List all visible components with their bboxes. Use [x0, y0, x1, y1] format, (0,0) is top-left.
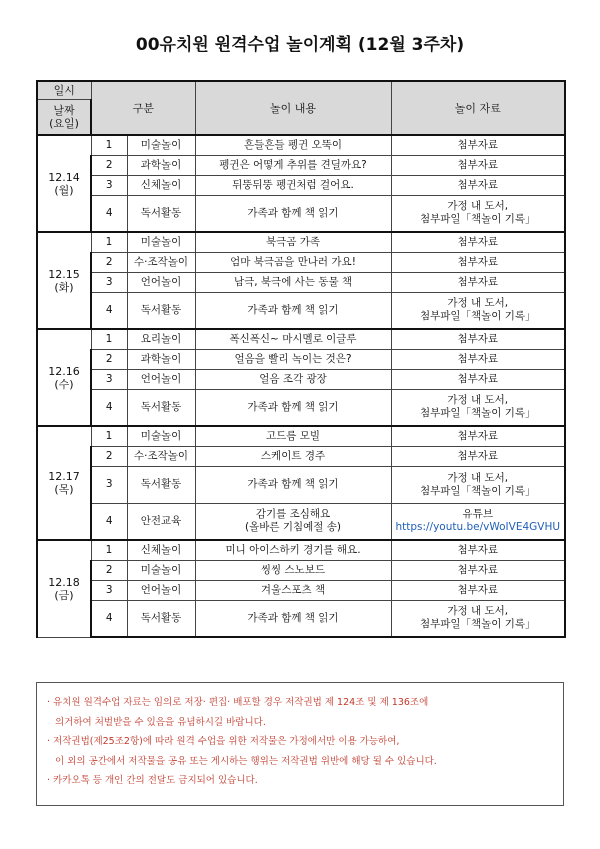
- row-category-text: 미술놀이: [140, 563, 182, 576]
- row-number: [91, 292, 127, 329]
- row-category: [127, 369, 195, 389]
- row-number-text: 4: [105, 400, 113, 413]
- row-content: [195, 272, 391, 292]
- row-number: [91, 560, 127, 580]
- row-material-text: 가정 내 도서,: [447, 605, 509, 618]
- day-date-cell: [37, 426, 91, 540]
- row-material-text-2: 첨부파일「책놀이 기록」: [419, 310, 536, 323]
- row-material-text: 첨부자료: [457, 275, 499, 288]
- header-ilsi: 일시: [37, 81, 91, 99]
- row-content-text: 미니 아이스하키 경기를 해요.: [225, 543, 361, 556]
- row-category-text: 미술놀이: [140, 138, 182, 151]
- row-material: [391, 466, 565, 503]
- row-material-text: 첨부자료: [457, 449, 499, 462]
- row-category-text: 언어놀이: [140, 275, 182, 288]
- day-date: 12.16: [48, 364, 80, 378]
- row-material-text: 가정 내 도서,: [447, 297, 509, 310]
- row-category-text: 미술놀이: [140, 235, 182, 248]
- row-content: [195, 369, 391, 389]
- row-material: [391, 540, 565, 560]
- row-category-text: 안전교육: [140, 514, 182, 527]
- row-category-text: 신체놀이: [140, 543, 182, 556]
- row-material: [391, 369, 565, 389]
- row-number-text: 2: [105, 158, 113, 171]
- row-number-text: 4: [105, 303, 113, 316]
- row-material: [391, 329, 565, 349]
- row-material-text-2: 첨부파일「책놀이 기록」: [419, 484, 536, 497]
- row-material-text: 첨부자료: [457, 429, 499, 442]
- row-number-text: 2: [105, 255, 113, 268]
- row-content: [195, 389, 391, 426]
- row-content-text-2: (올바른 기침예절 송): [245, 521, 342, 534]
- day-date: 12.15: [48, 267, 80, 281]
- row-category: [127, 175, 195, 195]
- row-content: [195, 135, 391, 155]
- row-material-text: 첨부자료: [457, 563, 499, 576]
- row-material: [391, 503, 565, 540]
- row-content: [195, 175, 391, 195]
- row-material: [391, 272, 565, 292]
- row-material-text: 가정 내 도서,: [447, 200, 509, 213]
- day-weekday: (월): [54, 183, 74, 197]
- row-number-text: 1: [105, 543, 113, 556]
- row-category-text: 독서활동: [140, 400, 182, 413]
- row-category: [127, 580, 195, 600]
- row-category-text: 언어놀이: [140, 583, 182, 596]
- row-category: [127, 540, 195, 560]
- row-content-text: 감기를 조심해요: [255, 508, 331, 521]
- row-category-text: 요리놀이: [140, 332, 182, 345]
- row-category-text: 독서활동: [140, 611, 182, 624]
- row-number: [91, 175, 127, 195]
- row-number-text: 1: [105, 235, 113, 248]
- row-number: [91, 272, 127, 292]
- row-number: [91, 135, 127, 155]
- day-date: 12.18: [48, 575, 80, 589]
- row-content-text: 가족과 함께 책 읽기: [247, 206, 339, 219]
- note-line: · 카카오톡 등 개인 간의 전달도 금지되어 있습니다.: [47, 775, 258, 786]
- row-content: [195, 349, 391, 369]
- row-category: [127, 600, 195, 637]
- row-material: [391, 155, 565, 175]
- row-material-text-2: 첨부파일「책놀이 기록」: [419, 618, 536, 631]
- row-number: [91, 155, 127, 175]
- row-content-text: 얼음을 빨리 녹이는 것은?: [234, 352, 352, 365]
- row-content-text: 얼음 조각 광장: [259, 372, 327, 385]
- row-number: [91, 540, 127, 560]
- row-number-text: 4: [105, 514, 113, 527]
- row-number: [91, 252, 127, 272]
- row-category: [127, 135, 195, 155]
- note-line: 의거하여 처벌받을 수 있음을 유념하시길 바랍니다.: [55, 716, 266, 728]
- row-category-text: 수·조작놀이: [133, 255, 189, 268]
- row-category: [127, 252, 195, 272]
- row-material: [391, 446, 565, 466]
- play-plan-table: [36, 80, 566, 638]
- row-material: [391, 252, 565, 272]
- row-material-text: 첨부자료: [457, 178, 499, 191]
- row-content: [195, 426, 391, 446]
- row-number-text: 3: [105, 583, 113, 596]
- row-content-text: 고드름 모빌: [265, 429, 321, 442]
- row-material-text-2: 첨부파일「책놀이 기록」: [419, 213, 536, 226]
- row-material: [391, 349, 565, 369]
- day-date-cell: [37, 329, 91, 426]
- row-content: [195, 232, 391, 252]
- row-material-text-2: 첨부파일「책놀이 기록」: [419, 407, 536, 420]
- header-day-label: (요일): [49, 116, 79, 130]
- row-material-text: 첨부자료: [457, 583, 499, 596]
- row-content: [195, 446, 391, 466]
- row-category-text: 과학놀이: [140, 352, 182, 365]
- page-title: 00유치원 원격수업 놀이계획 (12월 3주차): [135, 35, 465, 55]
- row-category: [127, 272, 195, 292]
- row-content-text: 엄마 북극곰을 만나러 가요!: [230, 255, 356, 268]
- row-number: [91, 503, 127, 540]
- row-number-text: 3: [105, 275, 113, 288]
- row-material: [391, 232, 565, 252]
- row-category: [127, 446, 195, 466]
- youtube-link[interactable]: https://youtu.be/vWoIVE4GVHU: [395, 521, 561, 534]
- copyright-notes: [36, 682, 564, 806]
- row-material-text: 유튜브: [462, 508, 493, 521]
- row-content: [195, 503, 391, 540]
- row-content: [195, 540, 391, 560]
- row-content: [195, 580, 391, 600]
- row-material-text: 첨부자료: [457, 255, 499, 268]
- row-number-text: 2: [105, 449, 113, 462]
- row-category: [127, 195, 195, 232]
- row-category: [127, 389, 195, 426]
- row-content: [195, 155, 391, 175]
- row-number: [91, 580, 127, 600]
- row-material: [391, 195, 565, 232]
- row-material-text: 첨부자료: [457, 352, 499, 365]
- day-date: 12.17: [48, 470, 80, 483]
- row-category-text: 독서활동: [140, 478, 182, 490]
- row-category: [127, 503, 195, 540]
- day-date-cell: [37, 135, 91, 232]
- row-number-text: 1: [105, 429, 113, 442]
- row-number-text: 3: [105, 372, 113, 385]
- header-material: 놀이 자료: [391, 81, 565, 135]
- row-content-text: 가족과 함께 책 읽기: [247, 478, 339, 490]
- row-category-text: 신체놀이: [140, 178, 182, 191]
- row-material-text: 첨부자료: [457, 138, 499, 151]
- row-content: [195, 600, 391, 637]
- row-number-text: 2: [105, 352, 113, 365]
- row-content: [195, 252, 391, 272]
- row-material-text: 첨부자료: [457, 235, 499, 248]
- row-content-text: 흔들흔들 펭귄 오뚝이: [244, 138, 342, 151]
- header-date-label: 날짜: [53, 103, 75, 117]
- row-content-text: 남극, 북극에 사는 동물 책: [233, 275, 353, 288]
- row-number: [91, 329, 127, 349]
- header-date: [37, 99, 91, 135]
- row-content-text: 펭귄은 어떻게 추위를 견딜까요?: [219, 158, 367, 171]
- row-category: [127, 155, 195, 175]
- row-category-text: 언어놀이: [140, 372, 182, 385]
- plan-body: [37, 135, 565, 637]
- row-material-text: 가정 내 도서,: [447, 471, 509, 484]
- header-content: 놀이 내용: [195, 81, 391, 135]
- row-number: [91, 232, 127, 252]
- row-category: [127, 232, 195, 252]
- row-number: [91, 349, 127, 369]
- row-material: [391, 389, 565, 426]
- header-category: 구분: [91, 81, 195, 135]
- note-line: · 저작권법(제25조2항)에 따라 원격 수업을 위한 저작물은 가정에서만 이용 가능하여,: [47, 736, 400, 747]
- day-date-cell: [37, 540, 91, 637]
- row-content-text: 가족과 함께 책 읽기: [247, 400, 339, 413]
- row-number: [91, 426, 127, 446]
- row-content: [195, 292, 391, 329]
- row-category-text: 독서활동: [140, 206, 182, 219]
- day-date: 12.14: [48, 170, 80, 184]
- row-number-text: 4: [105, 611, 113, 624]
- note-line: 이 외의 공간에서 저작물을 공유 또는 게시하는 행위는 저작권법 위반에 해당 될 수 있습니다.: [55, 755, 437, 767]
- row-material-text: 첨부자료: [457, 332, 499, 345]
- row-material: [391, 292, 565, 329]
- row-category: [127, 292, 195, 329]
- row-content-text: 가족과 함께 책 읽기: [247, 303, 339, 316]
- row-number: [91, 389, 127, 426]
- row-number: [91, 369, 127, 389]
- row-content-text: 뒤뚱뒤뚱 펭귄처럼 걸어요.: [232, 178, 354, 191]
- row-number: [91, 466, 127, 503]
- row-content-text: 스케이트 경주: [260, 449, 326, 462]
- row-content-text: 가족과 함께 책 읽기: [247, 611, 339, 624]
- day-weekday: (목): [54, 483, 74, 496]
- row-category-text: 과학놀이: [140, 158, 182, 171]
- row-number-text: 2: [105, 563, 113, 576]
- row-content-text: 겨울스포츠 책: [260, 583, 326, 596]
- row-content: [195, 560, 391, 580]
- row-content: [195, 195, 391, 232]
- row-material: [391, 426, 565, 446]
- row-number-text: 3: [105, 178, 113, 191]
- row-material: [391, 560, 565, 580]
- row-content-text: 북극곰 가족: [265, 235, 321, 248]
- row-number-text: 1: [105, 138, 113, 151]
- day-weekday: (수): [54, 377, 74, 391]
- row-category-text: 미술놀이: [140, 429, 182, 442]
- row-number-text: 1: [105, 332, 113, 345]
- row-material-text: 첨부자료: [457, 372, 499, 385]
- row-material: [391, 175, 565, 195]
- row-content-text: 씽씽 스노보드: [260, 563, 326, 576]
- row-number-text: 4: [105, 206, 113, 219]
- row-category: [127, 426, 195, 446]
- day-weekday: (금): [54, 588, 74, 602]
- row-material: [391, 600, 565, 637]
- row-category-text: 독서활동: [140, 303, 182, 316]
- row-number: [91, 446, 127, 466]
- row-content-text: 폭신폭신~ 마시멜로 이글루: [229, 332, 357, 345]
- row-category: [127, 560, 195, 580]
- day-weekday: (화): [54, 280, 74, 294]
- row-content: [195, 329, 391, 349]
- note-line: · 유치원 원격수업 자료는 임의로 저장· 편집· 배포할 경우 저작권법 제 124조 및 제 136조에: [47, 697, 429, 708]
- row-material: [391, 580, 565, 600]
- row-material-text: 첨부자료: [457, 543, 499, 556]
- day-date-cell: [37, 232, 91, 329]
- row-content: [195, 466, 391, 503]
- row-category: [127, 466, 195, 503]
- row-category: [127, 349, 195, 369]
- row-number: [91, 600, 127, 637]
- row-material-text: 첨부자료: [457, 158, 499, 171]
- row-material: [391, 135, 565, 155]
- row-material-text: 가정 내 도서,: [447, 394, 509, 407]
- row-number: [91, 195, 127, 232]
- row-category-text: 수·조작놀이: [133, 449, 189, 462]
- row-category: [127, 329, 195, 349]
- row-number-text: 3: [105, 478, 113, 490]
